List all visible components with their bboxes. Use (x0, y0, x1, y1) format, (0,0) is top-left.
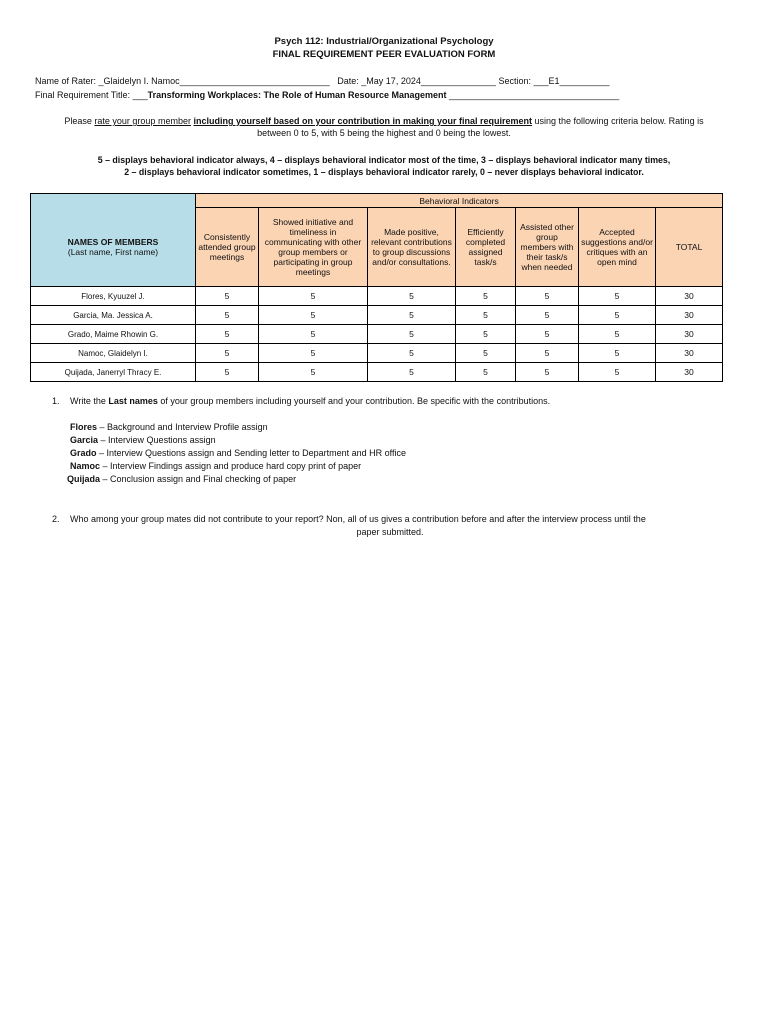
score-cell: 5 (456, 306, 516, 325)
names-header-top (31, 194, 196, 208)
member-name: Namoc, Glaidelyn I. (31, 344, 196, 363)
total-cell: 30 (656, 287, 723, 306)
table-row (31, 287, 723, 306)
final-req-label: Final Requirement Title: (35, 90, 131, 100)
member-name: Grado, Maime Rhowin G. (31, 325, 196, 344)
score-cell: 5 (259, 325, 368, 344)
final-req-prefix: ___ (132, 90, 148, 100)
score-cell: 5 (516, 325, 579, 344)
member-name: Garcia, Ma. Jessica A. (31, 306, 196, 325)
final-requirement-line (35, 90, 619, 100)
behavioral-indicators-header: Behavioral Indicators (196, 194, 723, 208)
score-cell: 5 (456, 344, 516, 363)
total-cell: 30 (656, 363, 723, 382)
score-cell: 5 (516, 287, 579, 306)
names-column-header: NAMES OF MEMBERS (Last name, First name) (31, 208, 196, 287)
score-cell: 5 (259, 363, 368, 382)
score-cell: 5 (579, 287, 656, 306)
rater-name-label: Name of Rater: (35, 76, 97, 86)
total-cell: 30 (656, 306, 723, 325)
question-2-number: 2. (52, 514, 60, 524)
score-cell: 5 (259, 306, 368, 325)
score-cell: 5 (516, 363, 579, 382)
score-cell: 5 (196, 287, 259, 306)
col-header-initiative: Showed initiative and timeliness in communicating with other group members or participating in group meetings (259, 208, 368, 287)
score-cell: 5 (259, 287, 368, 306)
rating-scale: 5 – displays behavioral indicator always, 4 – displays behavioral indicator most of the time, 3 – displays behavioral indicator many times, 2 – displays behavioral indicator sometimes, 1 – displays behavioral indicator rarely, 0 – never displays behavioral indicator. (97, 155, 671, 177)
list-item: Flores – Background and Interview Profile assign (70, 422, 268, 432)
member-name: Quijada, Janerryl Thracy E. (31, 363, 196, 382)
score-cell: 5 (259, 344, 368, 363)
table-row (31, 363, 723, 382)
col-header-total: TOTAL (656, 208, 723, 287)
section-value: ___E1__________ (533, 76, 610, 86)
table-row (31, 344, 723, 363)
section-label: Section: (498, 76, 531, 86)
instructions: Please rate your group member including yourself based on your contribution in making your final requirement using the following criteria below. Rating is between 0 to 5, with 5 being the highest and 0 being the lowest. (64, 116, 704, 138)
col-header-task-completion: Efficiently completed assigned task/s (456, 208, 516, 287)
score-cell: 5 (456, 325, 516, 344)
table-row (31, 306, 723, 325)
date-label: Date: (337, 76, 359, 86)
contributions-list (67, 421, 407, 486)
score-cell: 5 (516, 344, 579, 363)
list-item: Garcia – Interview Questions assign (70, 435, 216, 445)
score-cell: 5 (368, 325, 456, 344)
question-1-text: Write the Last names of your group members including yourself and your contribution. Be specific with the contributions. (70, 396, 551, 406)
score-cell: 5 (579, 325, 656, 344)
score-cell: 5 (196, 306, 259, 325)
date-value: _May 17, 2024_______________ (361, 76, 496, 86)
col-header-attendance: Consistently attended group meetings (196, 208, 259, 287)
score-cell: 5 (368, 306, 456, 325)
rater-name-value: _Glaidelyn I. Namoc______________________________ (98, 76, 330, 86)
member-name: Flores, Kyuuzel J. (31, 287, 196, 306)
rater-line (35, 76, 610, 86)
question-1-number: 1. (52, 396, 60, 406)
col-header-contributions: Made positive, relevant contributions to group discussions and/or consultations. (368, 208, 456, 287)
total-cell: 30 (656, 325, 723, 344)
final-req-suffix: __________________________________ (446, 90, 620, 100)
form-title: FINAL REQUIREMENT PEER EVALUATION FORM (272, 49, 496, 60)
score-cell: 5 (516, 306, 579, 325)
score-cell: 5 (456, 363, 516, 382)
final-req-title: Transforming Workplaces: The Role of Human Resource Management (147, 90, 447, 100)
score-cell: 5 (196, 363, 259, 382)
question-2-text: Who among your group mates did not contribute to your report? Non, all of us gives a contribution before and after the interview process until the paper submitted. (70, 514, 646, 537)
list-item: Grado – Interview Questions assign and Sending letter to Department and HR office (70, 448, 407, 458)
course-title: Psych 112: Industrial/Organizational Psychology (274, 36, 494, 47)
col-header-assisted: Assisted other group members with their task/s when needed (516, 208, 579, 287)
peer-rating-table (30, 193, 723, 382)
table-row (31, 325, 723, 344)
list-item: Namoc – Interview Findings assign and produce hard copy print of paper (70, 461, 362, 471)
score-cell: 5 (368, 363, 456, 382)
total-cell: 30 (656, 344, 723, 363)
score-cell: 5 (368, 287, 456, 306)
col-header-suggestions: Accepted suggestions and/or critiques with an open mind (579, 208, 656, 287)
score-cell: 5 (196, 344, 259, 363)
score-cell: 5 (579, 306, 656, 325)
score-cell: 5 (196, 325, 259, 344)
list-item: Quijada – Conclusion assign and Final checking of paper (67, 474, 297, 484)
score-cell: 5 (579, 363, 656, 382)
score-cell: 5 (579, 344, 656, 363)
score-cell: 5 (368, 344, 456, 363)
score-cell: 5 (456, 287, 516, 306)
